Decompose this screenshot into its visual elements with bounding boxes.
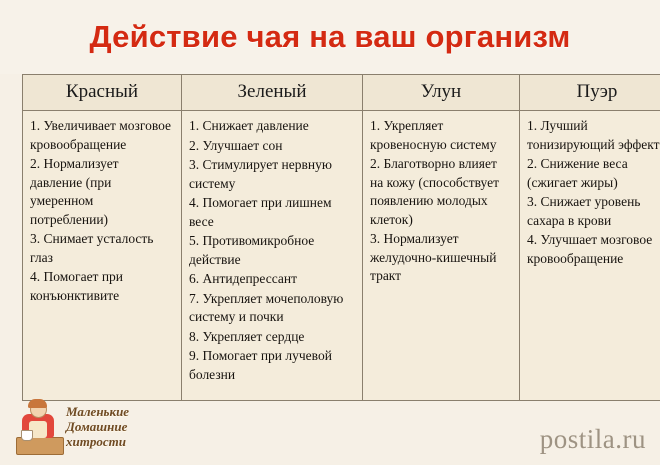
list-item: 4. Помогает при конъюнктивите (30, 269, 124, 303)
housewife-illustration-icon (16, 399, 62, 453)
list-item: 5. Противомикробное действие (189, 233, 315, 267)
list-item: 3. Стимулирует нервную систему (189, 157, 332, 191)
column-header-oolong: Улун (363, 75, 520, 111)
cell-red-tea (23, 111, 182, 401)
list-item: 3. Снижает уровень сахара в крови (527, 194, 641, 228)
table-head (23, 75, 660, 111)
cell-oolong-tea (363, 111, 520, 401)
cup-icon (21, 430, 33, 441)
table-row (23, 111, 660, 401)
page-title: Действие чая на ваш организм (89, 19, 571, 54)
list-item: 1. Снижает давление (189, 118, 309, 133)
list-item: 3. Нормализует желудочно-кишечный тракт (370, 231, 497, 283)
logo-text (66, 404, 129, 449)
list-item: 1. Лучший тонизирующий эффект (527, 118, 660, 152)
table-container (0, 74, 660, 401)
cell-puer-tea (520, 111, 660, 401)
list-item: 8. Укрепляет сердце (189, 328, 305, 344)
column-header-green: Зеленый (182, 75, 363, 111)
list-item: 3. Снимает усталость глаз (30, 231, 154, 265)
table-body (23, 111, 660, 401)
list-item: 4. Помогает при лишнем весе (189, 195, 332, 229)
site-logo (16, 395, 168, 457)
tea-effects-table (22, 74, 660, 401)
list-item: 2. Снижение веса (сжигает жиры) (527, 156, 628, 190)
table-header-row (23, 75, 660, 111)
hair-shape (28, 399, 47, 408)
list-item: 4. Улучшает мозговое кровообращение (527, 232, 653, 266)
logo-line-1: Маленькие (66, 403, 130, 419)
list-item: 2. Нормализует давление (при умеренном потреблении) (30, 156, 119, 227)
column-header-puer: Пуэр (520, 75, 660, 111)
cell-green-tea (182, 111, 363, 401)
list-item: 7. Укрепляет мочеполовую систему и почки (189, 290, 344, 324)
logo-line-2: Домашние (66, 418, 128, 434)
list-item: 1. Увеличивает мозговое кровообращение (30, 118, 172, 152)
logo-line-3: хитрости (66, 433, 126, 449)
list-item: 1. Укрепляет кровеносную систему (370, 118, 497, 152)
title-band (0, 0, 660, 74)
list-item: 6. Антидепрессант (189, 271, 298, 286)
list-item: 9. Помогает при лучевой болезни (189, 348, 332, 382)
list-item: 2. Улучшает сон (189, 137, 283, 153)
watermark: postila.ru (539, 424, 646, 454)
column-header-red: Красный (23, 75, 182, 111)
list-item: 2. Благотворно влияет на кожу (способствует появлению молодых клеток) (370, 156, 500, 227)
